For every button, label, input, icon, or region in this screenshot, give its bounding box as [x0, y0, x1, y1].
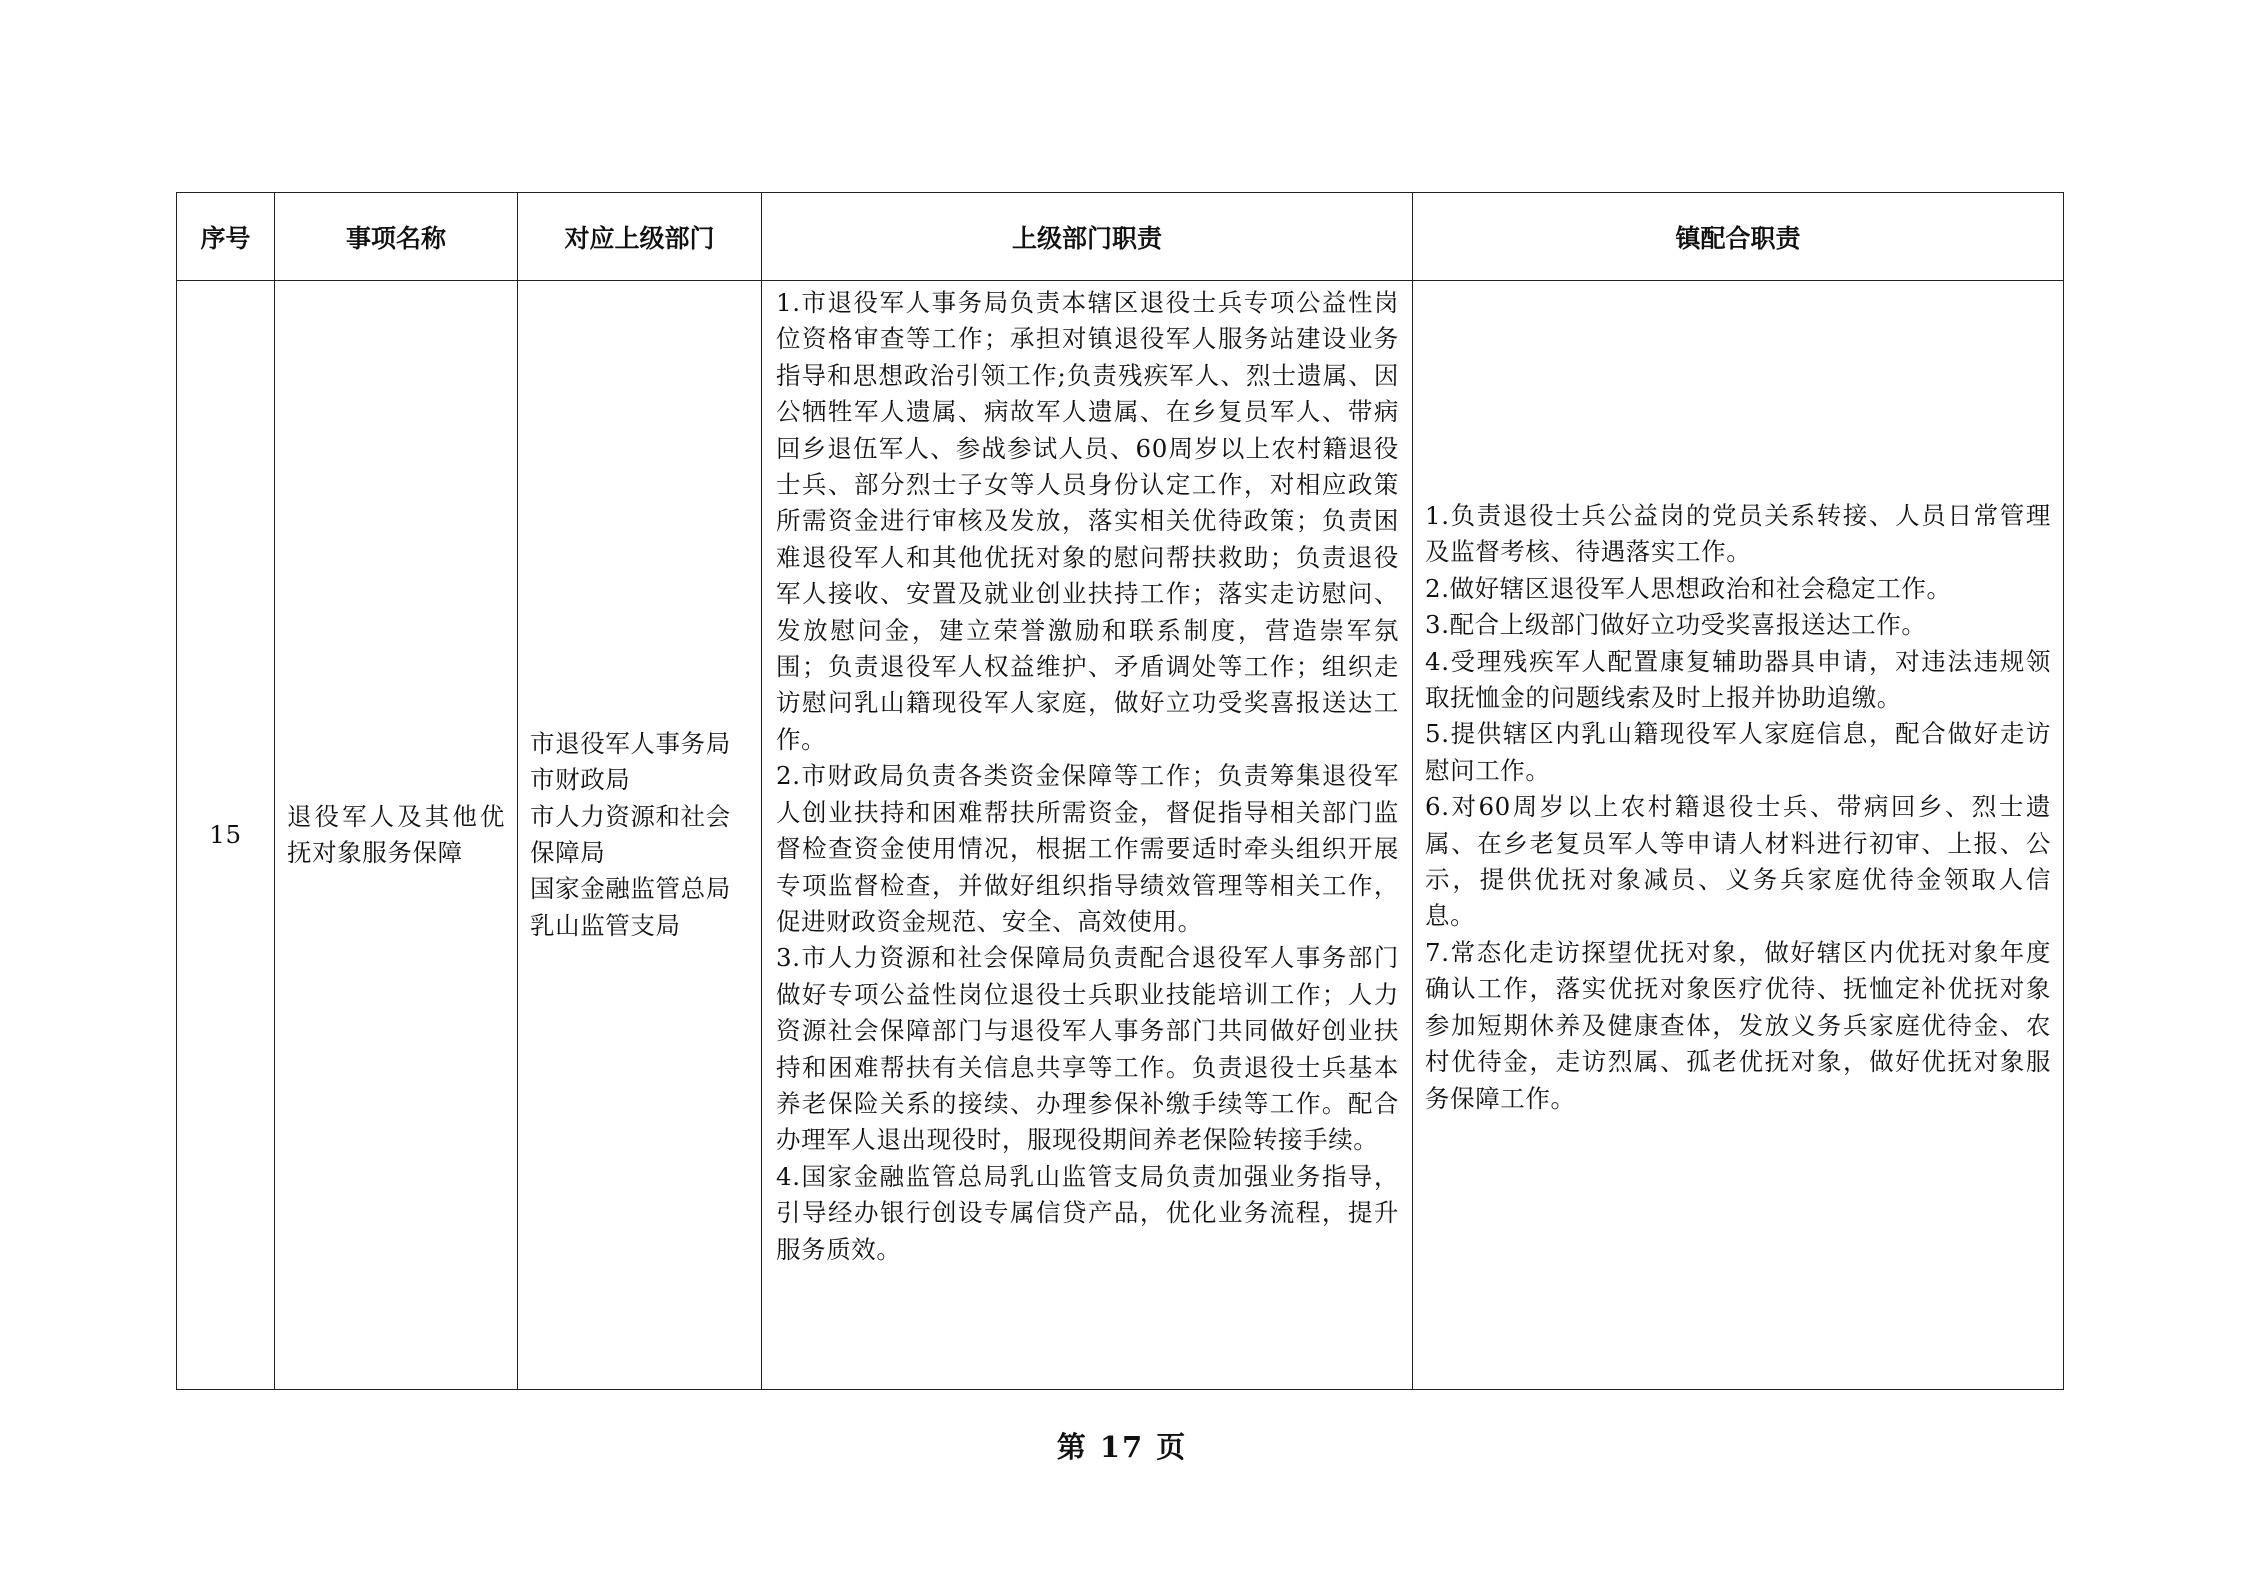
department-item: 市退役军人事务局: [530, 728, 731, 758]
department-item: 市人力资源和社会保障局: [530, 801, 731, 867]
row-item-name: [275, 281, 518, 1390]
department-item: 市财政局: [530, 765, 631, 795]
row-upper-duties: [762, 281, 1413, 1390]
department-item: 国家金融监管总局乳山监管支局: [530, 874, 731, 940]
town-duty-paragraph: 5.提供辖区内乳山籍现役军人家庭信息，配合做好走访慰问工作。: [1425, 719, 2051, 785]
town-duty-paragraph: 6.对60周岁以上农村籍退役士兵、带病回乡、烈士遗属、在乡老复员军人等申请人材料进行初审、上报、公示，提供优抚对象减员、义务兵家庭优待金领取人信息。: [1425, 792, 2051, 931]
header-department: 对应上级部门: [518, 193, 762, 281]
header-item-name: 事项名称: [275, 193, 518, 281]
row-index: 15: [177, 281, 275, 1390]
row-town-duties: [1413, 281, 2064, 1390]
header-index: 序号: [177, 193, 275, 281]
header-town-duties: 镇配合职责: [1413, 193, 2064, 281]
upper-duty-paragraph: 3.市人力资源和社会保障局负责配合退役军人事务部门做好专项公益性岗位退役士兵职业技能培训工作；人力资源社会保障部门与退役军人事务部门共同做好创业扶持和困难帮扶有关信息共享等工作。负责退役士兵基本养老保险关系的接续、办理参保补缴手续等工作。配合办理军人退出现役时，服现役期间养老保险转接手续。: [776, 943, 1399, 1155]
header-upper-duties: 上级部门职责: [762, 193, 1413, 281]
row-departments: [518, 281, 762, 1390]
upper-duty-paragraph: 4.国家金融监管总局乳山监管支局负责加强业务指导，引导经办银行创设专属信贷产品，优化业务流程，提升服务质效。: [776, 1161, 1399, 1264]
town-duty-paragraph: 7.常态化走访探望优抚对象，做好辖区内优抚对象年度确认工作，落实优抚对象医疗优待、抚恤定补优抚对象参加短期休养及健康查体，发放义务兵家庭优待金、农村优待金，走访烈属、孤老优抚对象，做好优抚对象服务保障工作。: [1425, 937, 2051, 1113]
town-duty-paragraph: 1.负责退役士兵公益岗的党员关系转接、人员日常管理及监督考核、待遇落实工作。: [1425, 501, 2051, 567]
item-name-text: 退役军人及其他优抚对象服务保障: [287, 801, 505, 867]
town-duty-paragraph: 2.做好辖区退役军人思想政治和社会稳定工作。: [1425, 573, 1952, 603]
town-duty-paragraph: 4.受理残疾军人配置康复辅助器具申请，对违法违规领取抚恤金的问题线索及时上报并协助追缴。: [1425, 646, 2051, 713]
duties-table: [176, 192, 2064, 1390]
upper-duty-paragraph: 1.市退役军人事务局负责本辖区退役士兵专项公益性岗位资格审查等工作；承担对镇退役军人服务站建设业务指导和思想政治引领工作;负责残疾军人、烈士遗属、因公牺牲军人遗属、病故军人遗属、在乡复员军人、带病回乡退伍军人、参战参试人员、60周岁以上农村籍退役士兵、部分烈士子女等人员身份认定工作，对相应政策所需资金进行审核及发放，落实相关优待政策；负责困难退役军人和其他优抚对象的慰问帮扶救助；负责退役军人接收、安置及就业创业扶持工作；落实走访慰问、发放慰问金，建立荣誉激励和联系制度，营造崇军氛围；负责退役军人权益维护、矛盾调处等工作；组织走访慰问乳山籍现役军人家庭，做好立功受奖喜报送达工作。: [776, 288, 1399, 754]
table-row: [177, 281, 2064, 1390]
page-number: 第 17 页: [1056, 1430, 1188, 1464]
town-duty-paragraph: 3.配合上级部门做好立功受奖喜报送达工作。: [1425, 610, 1927, 640]
table-header-row: [177, 193, 2064, 281]
upper-duty-paragraph: 2.市财政局负责各类资金保障等工作；负责筹集退役军人创业扶持和困难帮扶所需资金，督促指导相关部门监督检查资金使用情况，根据工作需要适时牵头组织开展专项监督检查，并做好组织指导绩效管理等相关工作，促进财政资金规范、安全、高效使用。: [776, 761, 1399, 936]
